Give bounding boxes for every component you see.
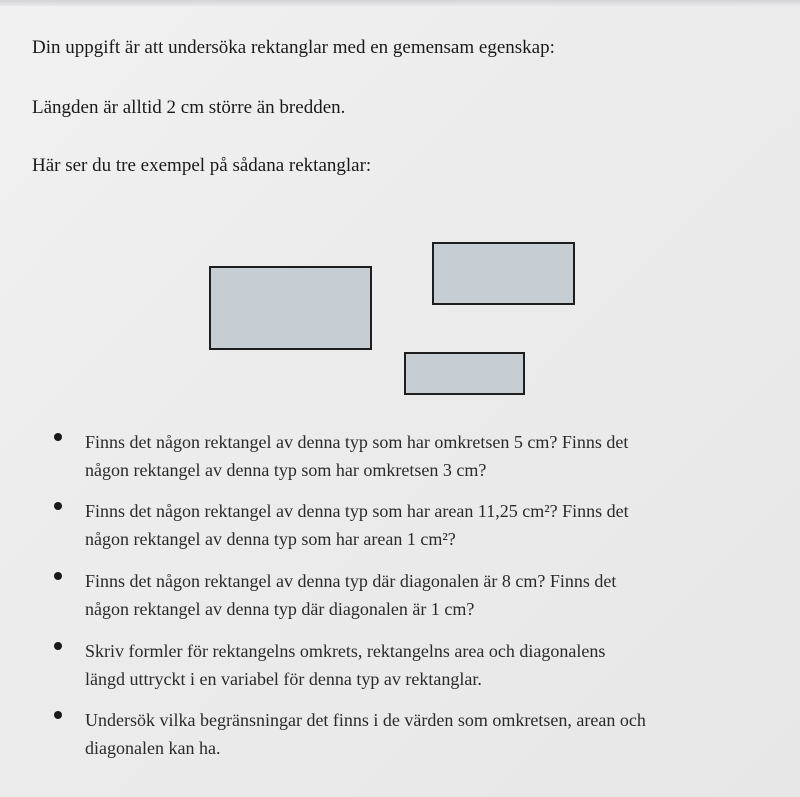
question-text [85,497,785,553]
question-line: Finns det någon rektangel av denna typ som har omkretsen 5 cm? Finns det [85,432,629,452]
question-text [85,706,785,762]
example-rectangle-large [209,266,372,350]
examples-heading: Här ser du tre exempel på sådana rektanglar: [32,155,372,176]
question-line: diagonalen kan ha. [85,738,221,758]
question-text [85,567,785,623]
task-property: Längden är alltid 2 cm större än bredden. [32,97,346,118]
bullet-icon [54,502,62,510]
bullet-icon [54,572,62,580]
bullet-icon [54,711,62,719]
question-line: längd uttryckt i en variabel för denna typ av rektanglar. [85,669,482,689]
question-line: någon rektangel av denna typ där diagonalen är 1 cm? [85,599,475,619]
question-line: Finns det någon rektangel av denna typ som har arean 11,25 cm²? Finns det [85,501,629,521]
question-line: Undersök vilka begränsningar det finns i de värden som omkretsen, arean och [85,710,646,730]
question-text [85,428,785,484]
question-line: någon rektangel av denna typ som har omkretsen 3 cm? [85,460,487,480]
example-rectangle-medium [432,242,575,305]
task-intro: Din uppgift är att undersöka rektanglar med en gemensam egenskap: [32,37,555,58]
bullet-icon [54,433,62,441]
example-rectangle-small [404,352,525,395]
question-line: Finns det någon rektangel av denna typ där diagonalen är 8 cm? Finns det [85,571,617,591]
question-line: någon rektangel av denna typ som har arean 1 cm²? [85,529,456,549]
question-text [85,637,785,693]
question-line: Skriv formler för rektangelns omkrets, rektangelns area och diagonalens [85,641,606,661]
bullet-icon [54,642,62,650]
